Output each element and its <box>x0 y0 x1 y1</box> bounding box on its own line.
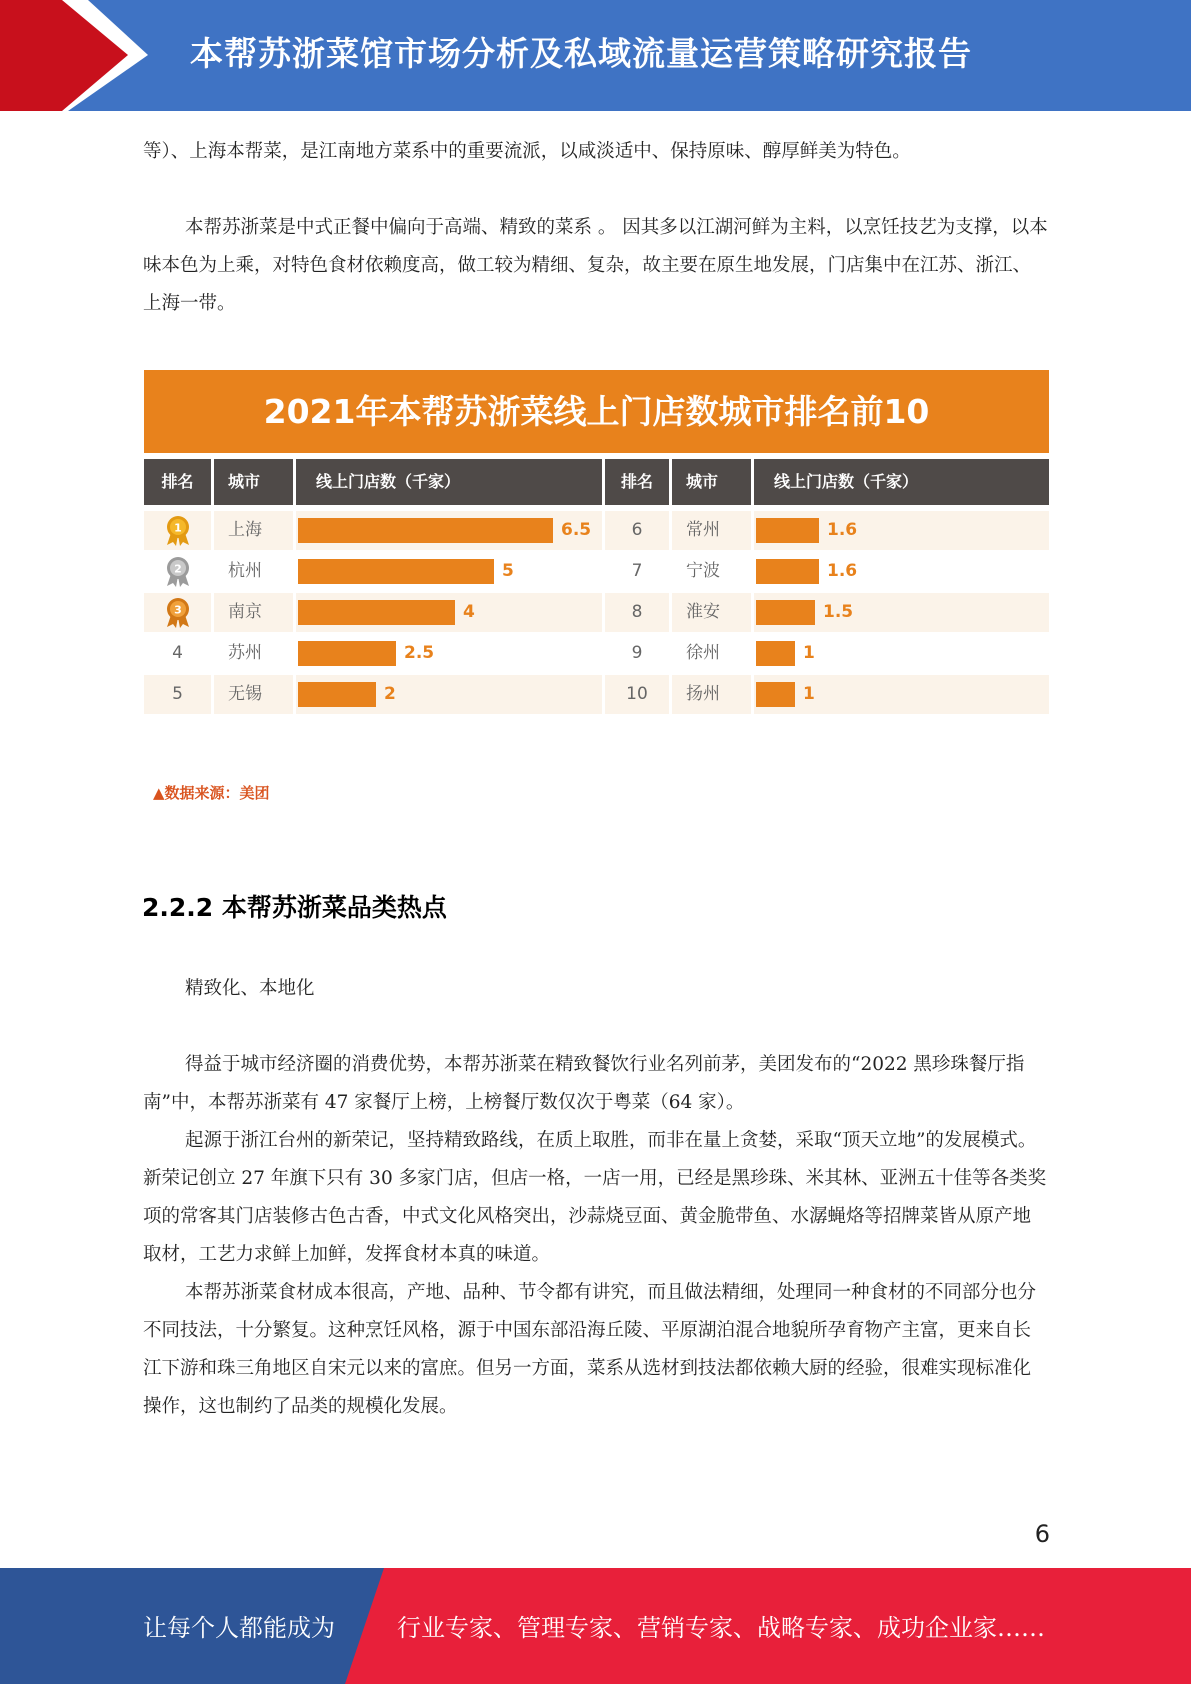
page-footer <box>0 1568 1191 1684</box>
rank-cell: 9 <box>631 643 643 663</box>
store-count-bar <box>756 641 795 666</box>
paragraph-1: 等）、上海本帮菜，是江南地方菜系中的重要流派，以咸淡适中、保持原味、醇厚鲜美为特色。 <box>143 141 911 162</box>
table-cell-bg <box>754 634 1049 673</box>
paragraph-2: 本帮苏浙菜是中式正餐中偏向于高端、精致的菜系 。 因其多以江湖河鲜为主料，以烹饪技艺为支撑，以本味本色为上乘，对特色食材依赖度高，做工较为精细、复杂，故主要在原生地发展，门店集中在江苏、浙江、上海一带。 <box>143 217 1048 314</box>
store-count-label: 2.5 <box>404 643 435 663</box>
rank-cell: 5 <box>172 684 183 704</box>
table-cell-bg <box>754 675 1049 714</box>
svg-text:1: 1 <box>173 521 182 535</box>
store-count-bar <box>756 600 815 625</box>
col-header-stores: 线上门店数（千家） <box>296 459 602 505</box>
section-subtitle: 精致化、本地化 <box>185 978 315 999</box>
rank-cell: 4 <box>172 643 183 663</box>
store-count-label: 1 <box>803 684 815 704</box>
city-cell: 常州 <box>686 520 720 540</box>
store-count-bar <box>298 641 396 666</box>
svg-text:2: 2 <box>173 562 182 576</box>
store-count-bar <box>298 600 455 625</box>
rank-cell: 7 <box>631 561 643 581</box>
silver-medal-icon <box>163 554 193 588</box>
store-count-label: 2 <box>384 684 396 704</box>
svg-text:3: 3 <box>173 603 182 617</box>
paragraph-3: 得益于城市经济圈的消费优势，本帮苏浙菜在精致餐饮行业名列前茅，美团发布的“2022 黑珍珠餐厅指南”中，本帮苏浙菜有 47 家餐厅上榜，上榜餐厅数仅次于粤菜（64 家）。 <box>143 1054 1025 1113</box>
col-header-stores-right: 线上门店数（千家） <box>754 459 1049 505</box>
store-count-bar <box>298 518 553 543</box>
rank-cell: 8 <box>631 602 643 622</box>
paragraph-5: 本帮苏浙菜食材成本很高，产地、品种、节令都有讲究，而且做法精细，处理同一种食材的不同部分也分不同技法，十分繁复。这种烹饪风格，源于中国东部沿海丘陵、平原湖泊混合地貌所孕育物产主富，更来自长江下游和珠三角地区自宋元以来的富庶。但另一方面，菜系从选材到技法都依赖大厨的经验，很难实现标准化操作，这也制约了品类的规模化发展。 <box>143 1282 1037 1417</box>
data-source-note: ▲数据来源：美团 <box>153 784 270 802</box>
city-cell: 上海 <box>228 520 262 540</box>
store-count-bar <box>298 682 376 707</box>
store-count-bar <box>756 682 795 707</box>
table-title: 2021年本帮苏浙菜线上门店数城市排名前10 <box>144 370 1049 453</box>
city-cell: 宁波 <box>686 561 720 581</box>
city-cell: 徐州 <box>686 643 720 663</box>
store-count-label: 6.5 <box>561 520 592 540</box>
page-header <box>0 0 1191 111</box>
bronze-medal-icon <box>163 595 193 629</box>
store-count-label: 4 <box>463 602 475 622</box>
gold-medal-icon <box>163 513 193 547</box>
footer-slogan-left: 让每个人都能成为 <box>143 1614 335 1642</box>
footer-slogan-right: 行业专家、管理专家、营销专家、战略专家、成功企业家…… <box>397 1614 1045 1642</box>
col-header-rank: 排名 <box>144 459 211 505</box>
paragraph-4: 起源于浙江台州的新荣记，坚持精致路线，在质上取胜，而非在量上贪婪，采取“顶天立地”的发展模式。新荣记创立 27 年旗下只有 30 多家门店，但店一格，一店一用，已经是黑珍珠、米其林、亚洲五十佳等各类奖项的常客其门店装修古色古香，中式文化风格突出，沙蒜烧豆面、黄金脆带鱼、水潺蝇烙等招牌菜皆从原产地取材，工艺力求鲜上加鲜，发挥食材本真的味道。 <box>143 1130 1047 1265</box>
city-cell: 淮安 <box>686 602 720 622</box>
city-cell: 无锡 <box>228 684 262 704</box>
city-cell: 杭州 <box>228 561 262 581</box>
store-count-label: 1 <box>803 643 815 663</box>
store-count-bar <box>756 559 819 584</box>
city-cell: 扬州 <box>686 684 720 704</box>
store-count-label: 5 <box>502 561 514 581</box>
city-cell: 南京 <box>228 602 262 622</box>
store-count-bar <box>756 518 819 543</box>
col-header-city-right: 城市 <box>672 459 751 505</box>
store-count-label: 1.6 <box>827 561 858 581</box>
rank-cell: 10 <box>626 684 648 704</box>
city-cell: 苏州 <box>228 643 262 663</box>
rank-cell: 6 <box>631 520 643 540</box>
store-count-bar <box>298 559 494 584</box>
report-title: 本帮苏浙菜馆市场分析及私域流量运营策略研究报告 <box>190 34 972 73</box>
store-count-label: 1.6 <box>827 520 858 540</box>
store-count-label: 1.5 <box>823 602 854 622</box>
col-header-city: 城市 <box>214 459 293 505</box>
section-heading: 2.2.2 本帮苏浙菜品类热点 <box>142 893 447 922</box>
col-header-rank-right: 排名 <box>605 459 669 505</box>
ranking-table <box>144 370 1049 718</box>
page-number: 6 <box>1034 1520 1050 1548</box>
